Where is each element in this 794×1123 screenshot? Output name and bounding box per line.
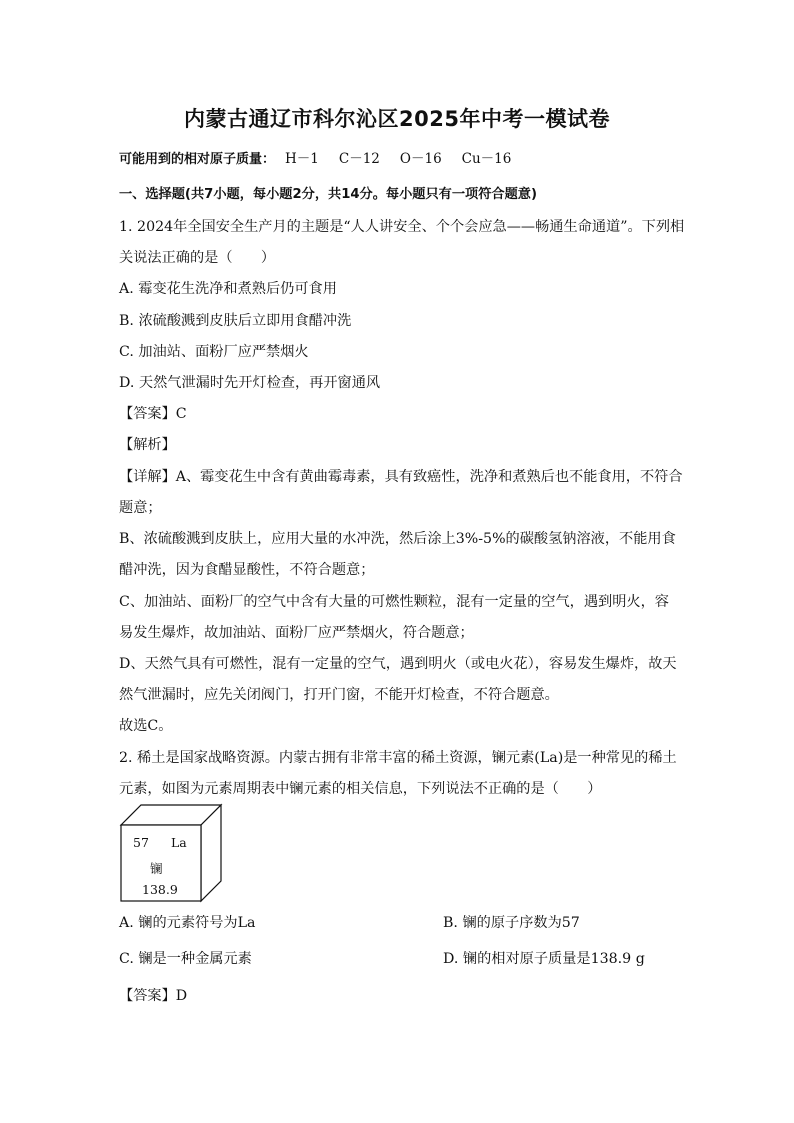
atomic-mass-h: H－1 bbox=[285, 151, 319, 167]
q2-option-c: C. 镧是一种金属元素 bbox=[119, 951, 252, 967]
q1-detail-b-line2: 醋冲洗，因为食醋显酸性，不符合题意； bbox=[119, 562, 375, 578]
element-name: 镧 bbox=[150, 861, 163, 876]
q1-detail-c-line1: C、加油站、面粉厂的空气中含有大量的可燃性颗粒，混有一定量的空气，遇到明火，容 bbox=[119, 594, 669, 610]
element-symbol: La bbox=[171, 835, 187, 850]
atomic-mass-c: C－12 bbox=[338, 151, 380, 167]
q1-option-b: B. 浓硫酸溅到皮肤后立即用食醋冲洗 bbox=[119, 313, 352, 329]
q2-option-a: A. 镧的元素符号为La bbox=[119, 915, 256, 931]
q2-answer: 【答案】D bbox=[119, 988, 188, 1004]
element-card-lanthanum bbox=[119, 803, 224, 903]
q1-stem-line1: 1. 2024年全国安全生产月的主题是“人人讲安全、个个会应急——畅通生命通道”。下列相 bbox=[119, 219, 685, 235]
atomic-mass-o: O－16 bbox=[399, 151, 442, 167]
atomic-mass-cu: Cu－16 bbox=[461, 151, 512, 167]
q2-stem-line2: 元素，如图为元素周期表中镧元素的相关信息，下列说法不正确的是（ ） bbox=[119, 781, 602, 797]
q2-option-d: D. 镧的相对原子质量是138.9 g bbox=[443, 951, 645, 967]
q1-answer: 【答案】C bbox=[119, 406, 187, 422]
q2-stem-line1: 2. 稀土是国家战略资源。内蒙古拥有非常丰富的稀土资源，镧元素(La)是一种常见的稀土 bbox=[119, 750, 677, 766]
q1-detail-b-line1: B、浓硫酸溅到皮肤上，应用大量的水冲洗，然后涂上3%-5%的碳酸氢钠溶液，不能用食 bbox=[119, 531, 676, 547]
q1-detail-d-line2: 然气泄漏时，应先关闭阀门，打开门窗，不能开灯检查，不符合题意。 bbox=[119, 687, 559, 703]
element-atomic-mass: 138.9 bbox=[142, 882, 178, 897]
q1-option-a: A. 霉变花生洗净和煮熟后仍可食用 bbox=[119, 281, 337, 297]
section-heading: 一、选择题(共7小题，每小题2分，共14分。每小题只有一项符合题意) bbox=[119, 187, 538, 202]
q1-detail-c-line2: 易发生爆炸，故加油站、面粉厂应严禁烟火，符合题意； bbox=[119, 625, 474, 641]
exam-title: 内蒙古通辽市科尔沁区2025年中考一模试卷 bbox=[184, 107, 610, 131]
q1-conclusion: 故选C。 bbox=[119, 718, 173, 734]
q1-detail-a-line2: 题意； bbox=[119, 500, 162, 516]
q2-option-b: B. 镧的原子序数为57 bbox=[443, 915, 580, 931]
q1-option-d: D. 天然气泄漏时先开灯检查，再开窗通风 bbox=[119, 375, 381, 391]
q1-stem-line2: 关说法正确的是（ ） bbox=[119, 250, 276, 266]
atomic-mass-label: 可能用到的相对原子质量： bbox=[119, 152, 276, 167]
atomic-mass-line bbox=[119, 149, 511, 170]
q1-option-c: C. 加油站、面粉厂应严禁烟火 bbox=[119, 344, 309, 360]
q1-detail-d-line1: D、天然气具有可燃性，混有一定量的空气，遇到明火（或电火花），容易发生爆炸，故天 bbox=[119, 656, 677, 672]
q1-detail-a-line1: 【详解】A、霉变花生中含有黄曲霉毒素，具有致癌性，洗净和煮熟后也不能食用，不符合 bbox=[119, 469, 683, 485]
q1-analysis-label: 【解析】 bbox=[119, 437, 176, 453]
element-atomic-number: 57 bbox=[133, 835, 149, 850]
